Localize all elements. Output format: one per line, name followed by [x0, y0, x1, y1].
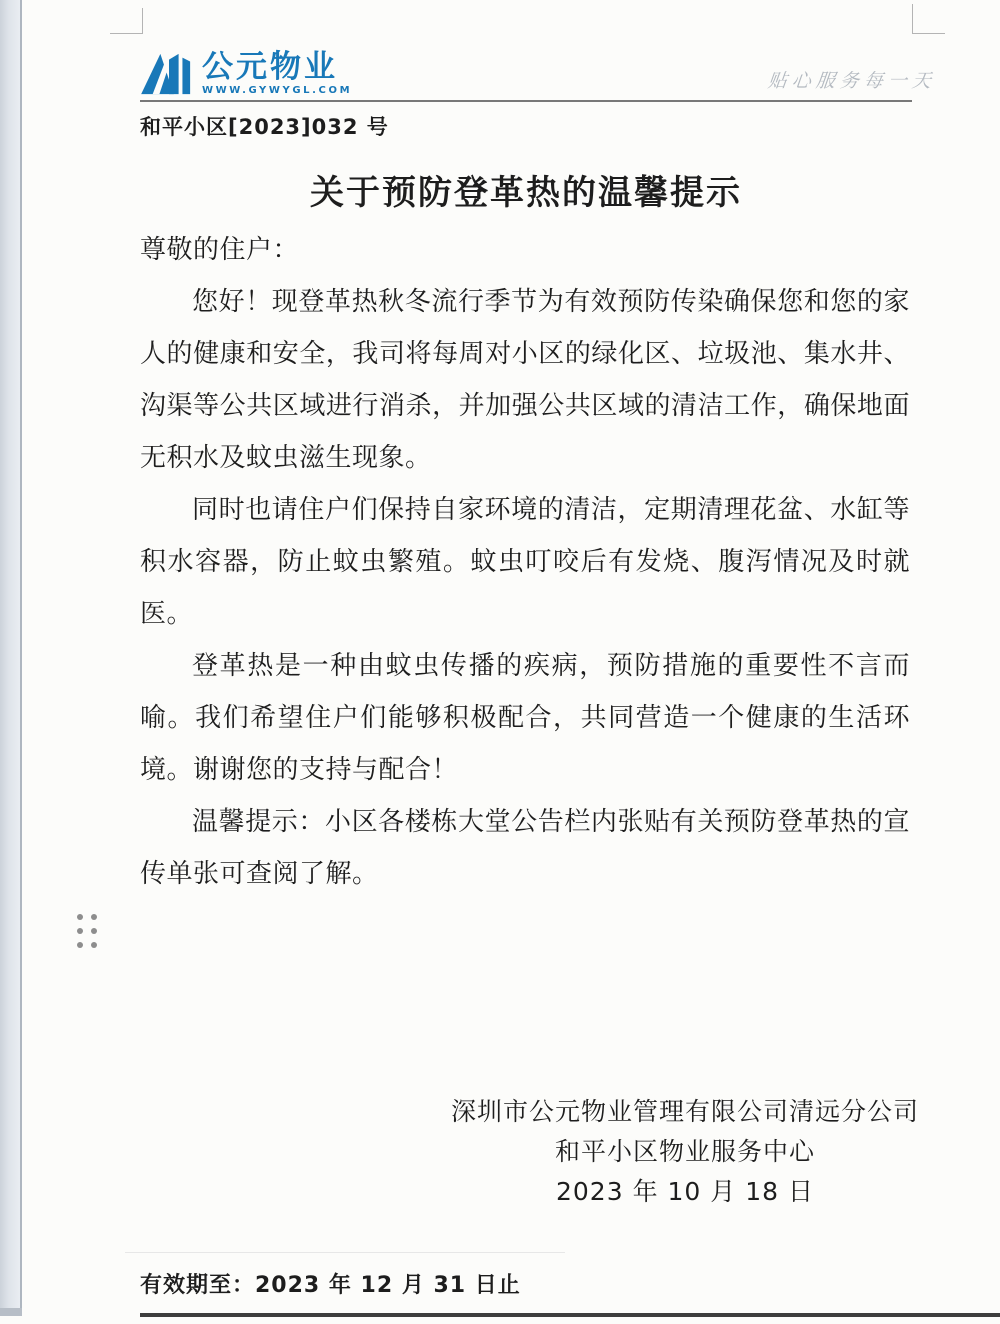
body-paragraph: 登革热是一种由蚊虫传播的疾病，预防措施的重要性不言而喻。我们希望住户们能够积极配合，共同营造一个健康的生活环境。谢谢您的支持与配合！ — [140, 651, 910, 785]
document-title: 关于预防登革热的温馨提示 — [310, 173, 742, 213]
company-logo-name: 公元物业 — [202, 49, 338, 85]
company-logo-website: WWW.GYWYGL.COM — [202, 85, 353, 96]
dot — [91, 942, 97, 948]
company-logo — [140, 50, 352, 102]
signature-date: 2023 年 10 月 18 日 — [556, 1177, 814, 1206]
page-left-edge-shadow-bottom — [0, 1308, 22, 1316]
page-left-edge-shadow — [0, 0, 22, 1316]
salutation: 尊敬的住户： — [140, 235, 300, 265]
dot — [91, 928, 97, 934]
document-number: 和平小区[2023]032 号 — [140, 115, 389, 139]
signature-department: 和平小区物业服务中心 — [554, 1137, 815, 1166]
dot — [77, 928, 83, 934]
body-paragraph: 您好！现登革热秋冬流行季节为有效预防传染确保您和您的家人的健康和安全，我司将每周对小区的绿化区、垃圾池、集水井、沟渠等公共区域进行消杀，并加强公共区域的清洁工作，确保地面无积水及蚊虫滋生现象。 — [140, 287, 910, 473]
dot — [91, 914, 97, 920]
page-bottom-line — [140, 1313, 1000, 1317]
validity-period: 有效期至：2023 年 12 月 31 日止 — [140, 1273, 521, 1298]
dot — [77, 914, 83, 920]
signature-company: 深圳市公元物业管理有限公司清远分公司 — [450, 1097, 919, 1126]
company-slogan: 贴心服务每一天 — [766, 70, 938, 92]
footer-divider-line — [125, 1252, 565, 1253]
header-divider-line — [140, 100, 912, 102]
notice-body — [140, 224, 910, 900]
dot — [77, 942, 83, 948]
text-boundary-corner-mark-right — [912, 4, 945, 34]
body-paragraph: 同时也请住户们保持自家环境的清洁，定期清理花盆、水缸等积水容器，防止蚊虫繁殖。蚊虫叮咬后有发烧、腹泻情况及时就医。 — [140, 495, 910, 629]
company-logo-icon — [140, 50, 198, 102]
drag-handle-dots-icon[interactable] — [77, 914, 98, 949]
signature-block — [440, 1092, 930, 1212]
body-paragraph: 温馨提示：小区各楼栋大堂公告栏内张贴有关预防登革热的宣传单张可查阅了解。 — [140, 807, 910, 889]
text-boundary-corner-mark-left — [110, 8, 143, 34]
